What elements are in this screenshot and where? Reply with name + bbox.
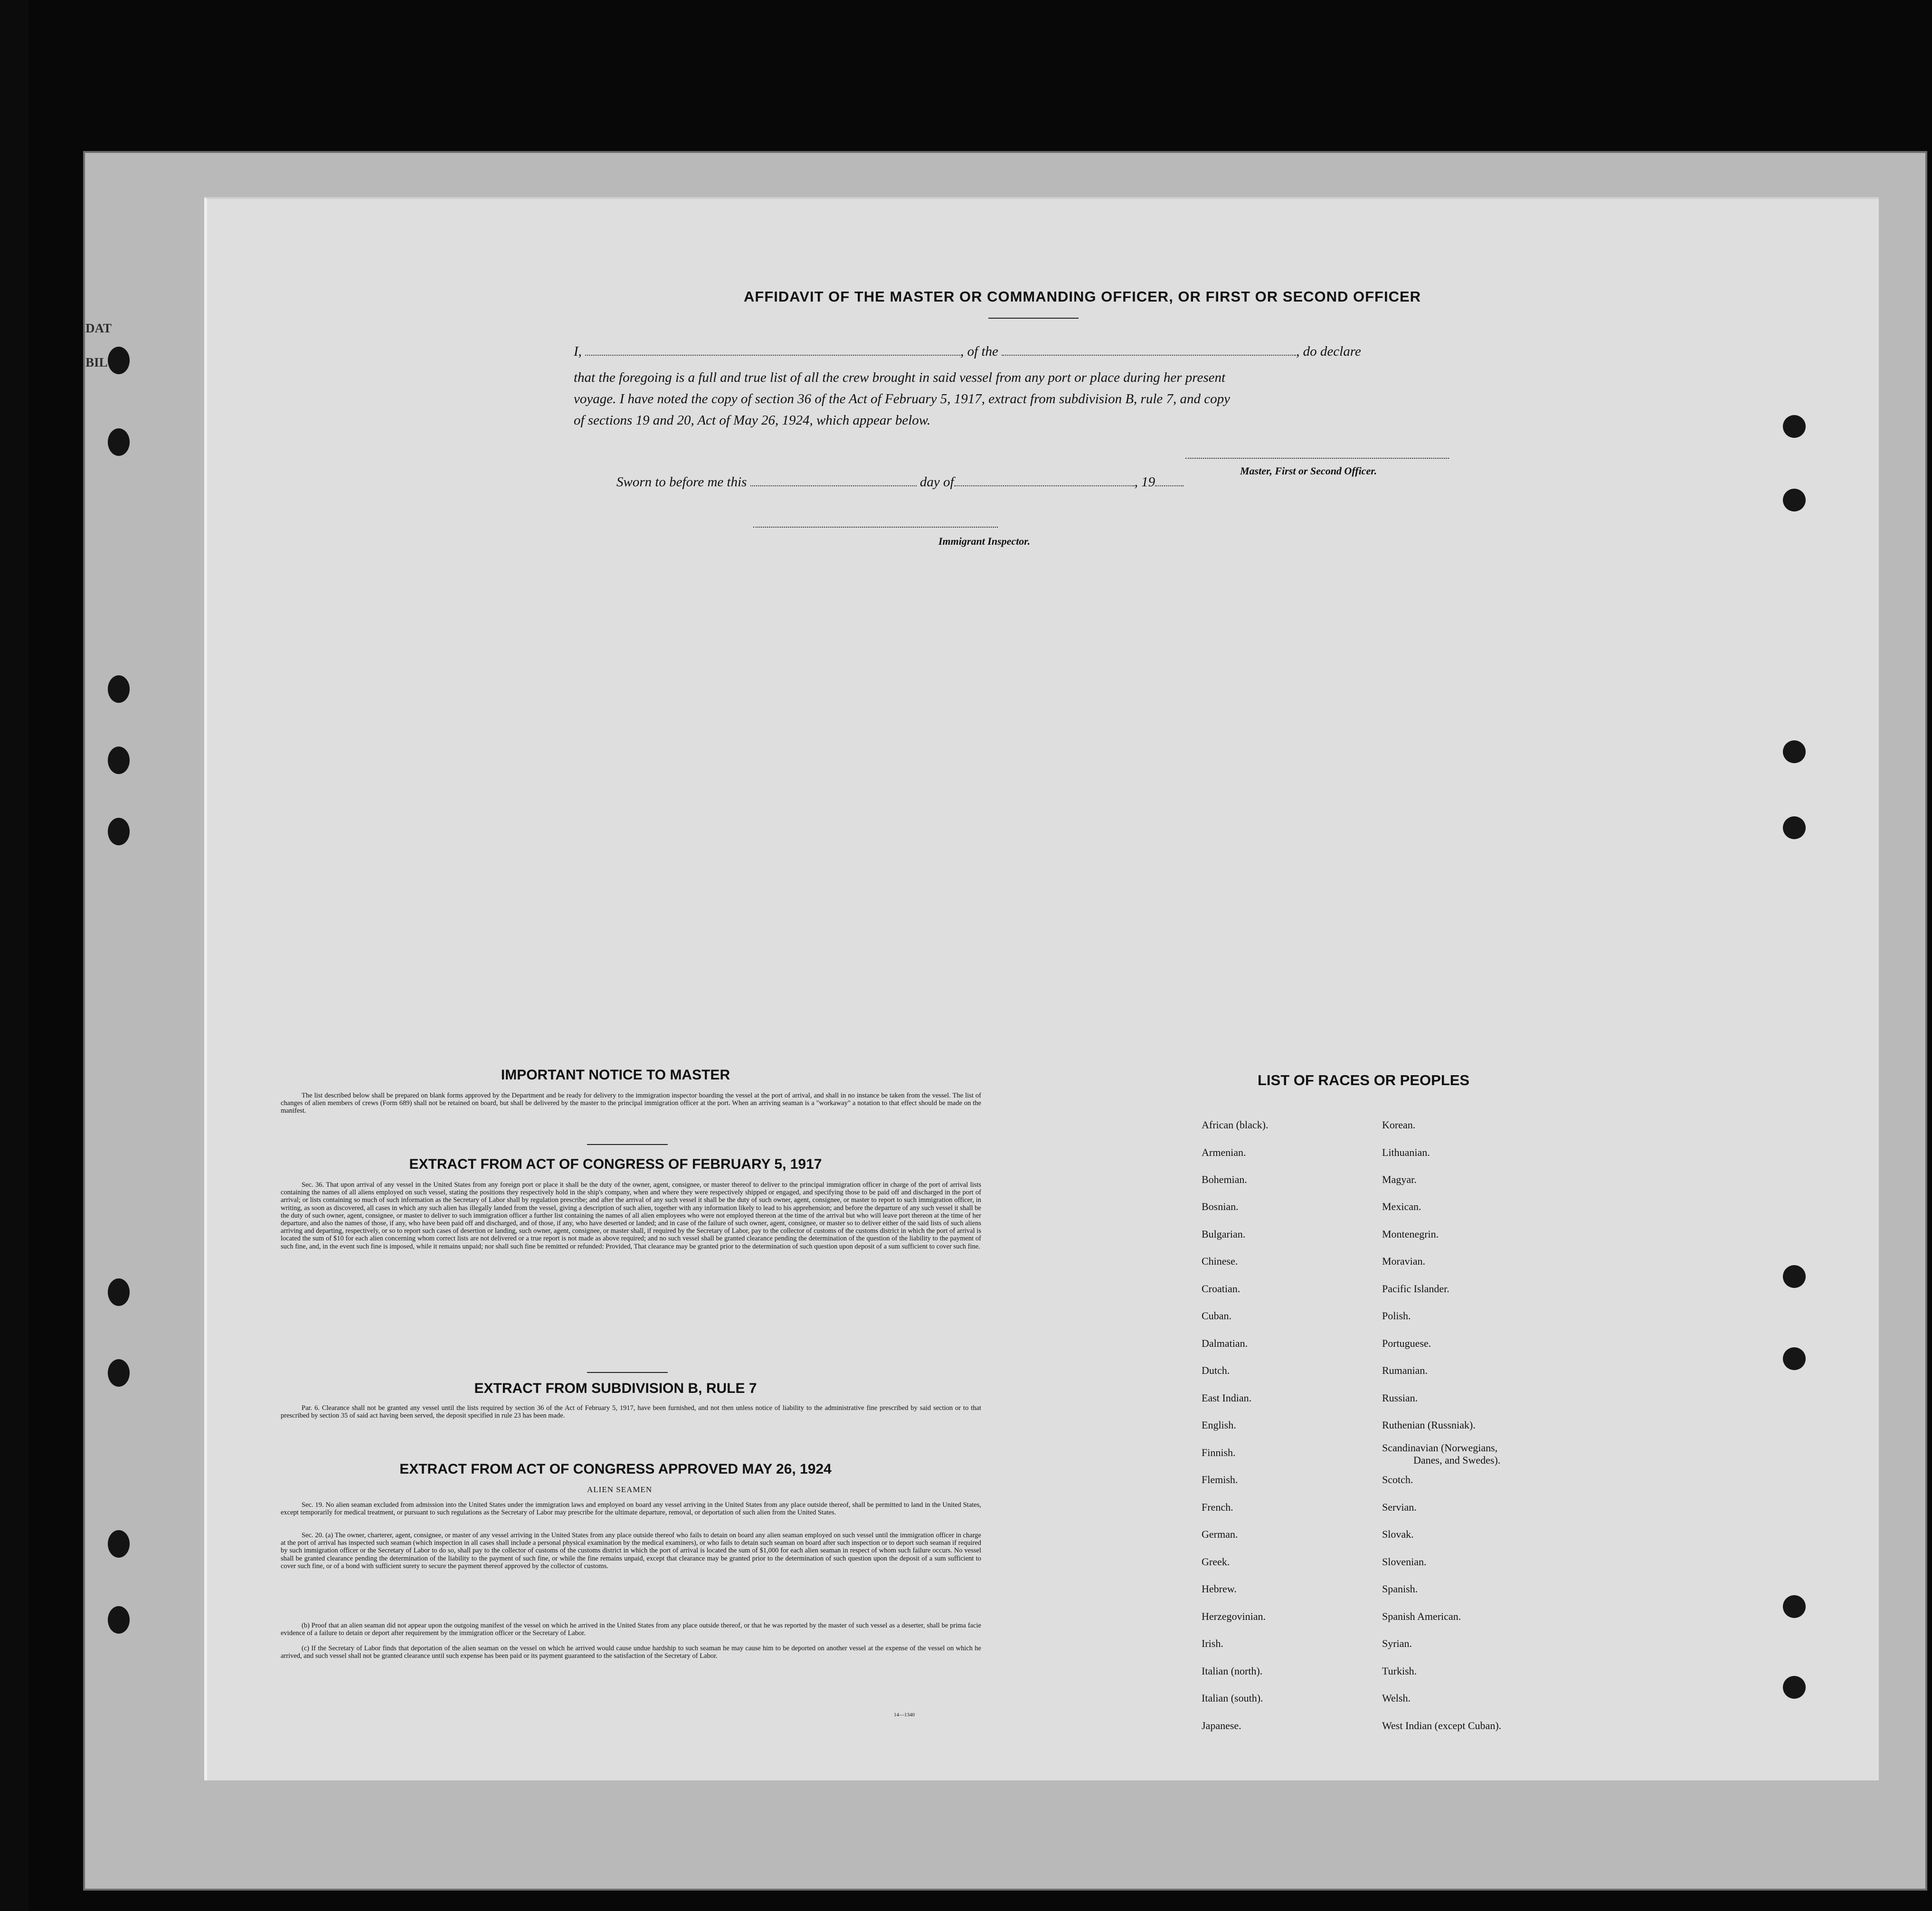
race-item: Ruthenian (Russniak).	[1382, 1419, 1476, 1431]
race-item: Moravian.	[1382, 1255, 1426, 1267]
sworn-month-blank[interactable]	[954, 477, 1135, 486]
race-item: African (black).	[1202, 1119, 1269, 1131]
section-20b-text: (b) Proof that an alien seaman did not appear upon the outgoing manifest of the vessel on which he arrived in the United States from any place outside thereof, or that he was reported by the master of such vessel as a deserter, shall be prima facie evidence of a failure to detain or deport after requirement by the immigration officer or the Secretary of Labor.	[281, 1622, 981, 1637]
race-item: Rumanian.	[1382, 1364, 1428, 1376]
race-item: Chinese.	[1202, 1255, 1238, 1267]
punch-hole	[1783, 415, 1806, 438]
master-signature-label: Master, First or Second Officer.	[1240, 465, 1377, 477]
notice-text: The list described below shall be prepared on blank forms approved by the Department and be ready for delivery to the immigration inspector boarding the vessel at the port of arrival, and shall in no instance be taken from the vessel. The list of changes of alien members of crews (Form 689) shall not be retained on board, but shall be delivered by the master to the principal immigration officer at the port. When an arriving seaman is a "workaway" a notation to that effect should be made on the manifest.	[281, 1092, 981, 1115]
race-item: Croatian.	[1202, 1283, 1241, 1295]
race-item: Greek.	[1202, 1556, 1230, 1568]
race-item: Irish.	[1202, 1637, 1223, 1649]
declaration-line-1	[574, 344, 1695, 359]
title-divider	[988, 318, 1079, 319]
race-item: Dutch.	[1202, 1364, 1230, 1376]
master-signature-line	[1185, 458, 1449, 459]
race-item-continuation: Danes, and Swedes).	[1413, 1454, 1501, 1466]
race-item: Portuguese.	[1382, 1337, 1431, 1349]
sworn-day-of: day of	[919, 474, 954, 490]
underlying-header-fragments	[85, 311, 112, 379]
affidavit-page	[204, 197, 1879, 1780]
race-item: East Indian.	[1202, 1392, 1252, 1404]
race-item: Spanish.	[1382, 1583, 1418, 1595]
punch-hole	[108, 1530, 130, 1558]
inspector-signature-line	[753, 527, 998, 528]
race-item: Polish.	[1382, 1310, 1411, 1322]
vessel-blank[interactable]	[1002, 346, 1296, 356]
race-item: Syrian.	[1382, 1637, 1412, 1649]
race-item: Servian.	[1382, 1501, 1417, 1513]
alien-seamen-subtitle: ALIEN SEAMEN	[587, 1485, 653, 1494]
declaration-line-2: that the foregoing is a full and true list of all the crew brought in said vessel from any port or place during her present	[574, 370, 1226, 385]
declaration-of-the: , of the	[960, 344, 998, 359]
race-item: Cuban.	[1202, 1310, 1231, 1322]
punch-hole	[108, 1359, 130, 1387]
extract-1917-title: EXTRACT FROM ACT OF CONGRESS OF FEBRUARY 5, 1917	[409, 1156, 822, 1172]
punch-hole	[1783, 816, 1806, 839]
section-20c-text: (c) If the Secretary of Labor finds that deportation of the alien seaman on the vessel on which he arrived would cause undue hardship to such seaman he may cause him to be deported on another vessel at the expense of the vessel on which he arrived, and such vessel shall not be granted clearance until such expense has been paid or its payment guaranteed to the satisfaction of the Secretary of Labor.	[281, 1645, 981, 1660]
race-item: Italian (south).	[1202, 1692, 1263, 1704]
race-item: German.	[1202, 1528, 1238, 1540]
section-19-text: Sec. 19. No alien seaman excluded from admission into the United States under the immigration laws and employed on board any vessel arriving in the United States from any place outside thereof, shall be permitted to land in the United States, except temporarily for medical treatment, or pursuant to such regulations as the Secretary of Labor may prescribe for the ultimate departure, removal, or deportation of such alien from the United States.	[281, 1501, 981, 1517]
punch-hole	[1783, 740, 1806, 763]
punch-hole	[1783, 1676, 1806, 1699]
extract-1924-title: EXTRACT FROM ACT OF CONGRESS APPROVED MAY 26, 1924	[399, 1461, 832, 1477]
race-item: Finnish.	[1202, 1447, 1236, 1458]
sworn-year-blank[interactable]	[1155, 477, 1184, 486]
race-item: Montenegrin.	[1382, 1228, 1439, 1240]
sworn-line	[616, 474, 1737, 490]
race-item: English.	[1202, 1419, 1236, 1431]
divider	[587, 1372, 668, 1373]
punch-hole	[108, 747, 130, 774]
race-item: Bohemian.	[1202, 1173, 1247, 1185]
inspector-label: Immigrant Inspector.	[938, 535, 1031, 547]
race-item: Slovenian.	[1382, 1556, 1427, 1568]
race-item: Hebrew.	[1202, 1583, 1237, 1595]
punch-hole	[1783, 1595, 1806, 1618]
punch-hole	[108, 1606, 130, 1634]
extract-rule7-title: EXTRACT FROM SUBDIVISION B, RULE 7	[474, 1381, 757, 1396]
underlying-header-bil: BIL	[85, 355, 108, 369]
punch-hole	[108, 675, 130, 703]
punch-hole	[108, 428, 130, 456]
name-blank[interactable]	[585, 346, 960, 356]
declaration-i: I,	[574, 344, 582, 359]
declaration-do-declare: , do declare	[1296, 344, 1361, 359]
divider	[587, 1144, 668, 1145]
punch-hole	[1783, 1347, 1806, 1370]
declaration-line-4: of sections 19 and 20, Act of May 26, 1924, which appear below.	[574, 413, 931, 428]
race-item: Dalmatian.	[1202, 1337, 1248, 1349]
sworn-day-blank[interactable]	[750, 477, 917, 486]
race-item: Scandinavian (Norwegians,	[1382, 1442, 1498, 1454]
race-item: Russian.	[1382, 1392, 1418, 1404]
extract-1917-text: Sec. 36. That upon arrival of any vessel in the United States from any foreign port or place it shall be the duty of the owner, agent, consignee, or master thereof to deliver to the principal immigration officer in charge of the port of arrival lists containing the names of all aliens employed on such vessel, stating the positions they respectively hold in the ship's company, when and where they were respectively shipped or engaged, and specifying those to be paid off and discharged in the port of arrival; or lists containing so much of such information as the Secretary of Labor shall by regulation prescribe; and after the arrival of any such vessel it shall be the duty of such owner, agent, consignee, or master to report to such immigration officer, in writing, as soon as discovered, all cases in which any such alien has illegally landed from the vessel, giving a description of such alien, together with any information likely to lead to his apprehension; and before the departure of any such vessel it shall be the duty of such owner, agent, consignee, or master to deliver to such immigration officer a further list containing the names of all alien employees who were not employed thereon at the time of the arrival but who will leave port thereon at the time of her departure, and also the names of those, if any, who have been paid off and discharged, and of those, if any, who have deserted or landed; and in case of the failure of such owner, agent, consignee, or master so to deliver either of the said lists of such aliens arriving and departing, respectively, or so to report such cases of desertion or landing, such owner, agent, consignee, or master shall, if required by the Secretary of Labor, pay to the collector of customs of the customs district in which the port of arrival is located the sum of $10 for each alien concerning whom correct lists are not delivered or a true report is not made as above required; and no such vessel shall be granted clearance pending the determination of the question of the liability to the payment of such fine, and, in the event such fine is imposed, while it remains unpaid; nor shall such fine be remitted or refunded: Provided, That clearance may be granted prior to the determination of such question upon deposit of a sum sufficient to cover such fine.	[281, 1181, 981, 1250]
race-item: Scotch.	[1382, 1474, 1413, 1485]
race-item: Japanese.	[1202, 1720, 1241, 1731]
races-title: LIST OF RACES OR PEOPLES	[1258, 1072, 1470, 1088]
declaration-line-3: voyage. I have noted the copy of section 36 of the Act of February 5, 1917, extract from subdivision B, rule 7, and copy	[574, 391, 1231, 407]
notice-title: IMPORTANT NOTICE TO MASTER	[501, 1067, 730, 1083]
extract-rule7-text: Par. 6. Clearance shall not be granted any vessel until the lists required by section 36 of the Act of February 5, 1917, have been furnished, and not then unless notice of liability to the administrative fine prescribed by said section or to that prescribed by section 35 of said act having been served, the deposit specified in rule 23 has been made.	[281, 1404, 981, 1420]
race-item: Bosnian.	[1202, 1201, 1239, 1212]
binder-strip	[0, 0, 28, 1911]
race-item: Slovak.	[1382, 1528, 1414, 1540]
punch-hole	[1783, 1265, 1806, 1288]
race-item: West Indian (except Cuban).	[1382, 1720, 1502, 1731]
race-item: Mexican.	[1382, 1201, 1421, 1212]
race-item: Magyar.	[1382, 1173, 1417, 1185]
race-item: Armenian.	[1202, 1146, 1246, 1158]
race-item: French.	[1202, 1501, 1233, 1513]
sworn-prefix: Sworn to before me this	[616, 474, 747, 490]
punch-hole	[108, 818, 130, 845]
affidavit-title: AFFIDAVIT OF THE MASTER OR COMMANDING OFFICER, OR FIRST OR SECOND OFFICER	[744, 288, 1421, 305]
race-item: Welsh.	[1382, 1692, 1411, 1704]
punch-hole	[108, 1278, 130, 1306]
race-item: Spanish American.	[1382, 1610, 1461, 1622]
section-20a-text: Sec. 20. (a) The owner, charterer, agent, consignee, or master of any vessel arriving in the United States from any place outside thereof who fails to detain on board any alien seaman employed on such vessel until the immigration officer in charge at the port of arrival has inspected such seaman (which inspection in all cases shall include a personal physical examination by the medical examiners), or who fails to detain such seaman on board after such inspection or to deport such seaman if required by such immigration officer or the Secretary of Labor to do so, shall pay to the collector of customs of the customs district in which the port of arrival is located the sum of $1,000 for each alien seaman in respect of whom such failure occurs. No vessel shall be granted clearance pending the determination of the liability to the payment of such fine, or while the fine remains unpaid, except that clearance may be granted prior to the determination of such question upon the deposit of a sum sufficient to cover such fine, or of a bond with sufficient surety to secure the payment thereof approved by the collector of customs.	[281, 1532, 981, 1570]
race-item: Bulgarian.	[1202, 1228, 1246, 1240]
race-item: Flemish.	[1202, 1474, 1238, 1485]
race-item: Lithuanian.	[1382, 1146, 1430, 1158]
sworn-year: , 19	[1134, 474, 1155, 490]
form-number: 14—1340	[894, 1712, 915, 1718]
race-item: Herzegovinian.	[1202, 1610, 1266, 1622]
race-item: Turkish.	[1382, 1665, 1417, 1677]
underlying-header-dat: DAT	[85, 321, 112, 335]
race-item: Pacific Islander.	[1382, 1283, 1449, 1295]
race-item: Korean.	[1382, 1119, 1416, 1131]
race-item: Italian (north).	[1202, 1665, 1263, 1677]
punch-hole	[1783, 489, 1806, 511]
